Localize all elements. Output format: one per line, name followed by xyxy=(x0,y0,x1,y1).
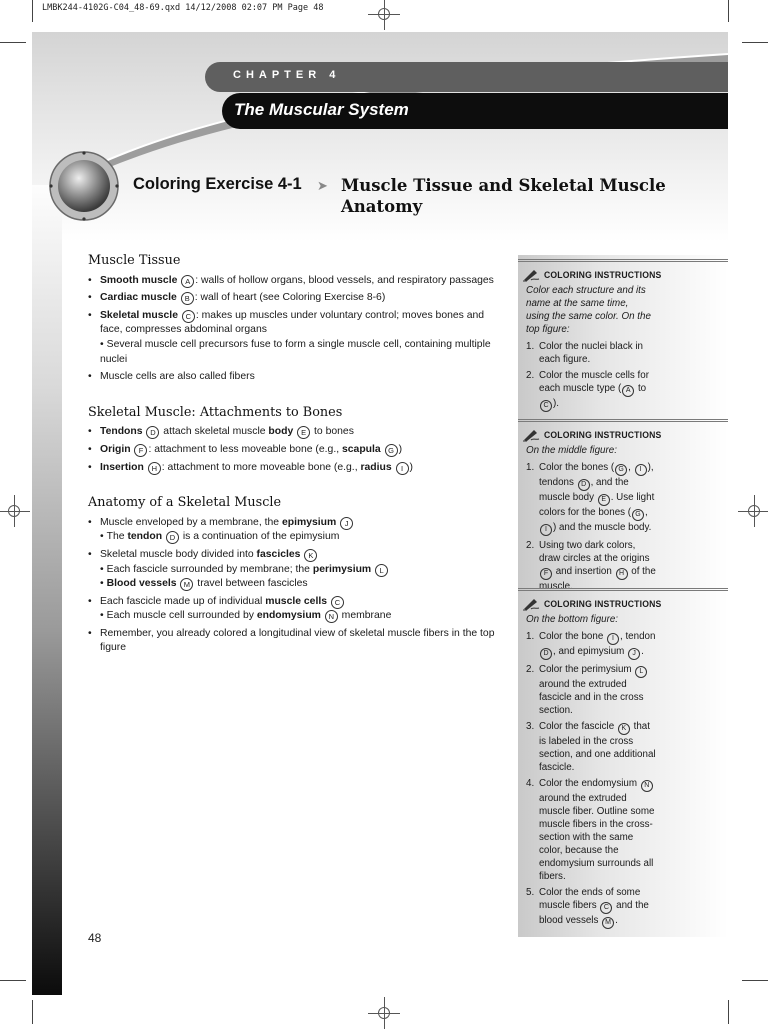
list-item: • Insertion H : attachment to more moveable bone (e.g., radius I ) xyxy=(88,461,503,476)
crop-mark xyxy=(32,1000,33,1024)
letter-badge: I xyxy=(607,633,619,645)
pencil-icon xyxy=(522,597,540,611)
registration-mark xyxy=(374,4,394,24)
registration-mark xyxy=(744,501,764,521)
letter-badge: A xyxy=(181,275,194,288)
box-title: COLORING INSTRUCTIONS xyxy=(544,269,662,281)
registration-mark xyxy=(374,1003,394,1023)
list-item: • Skeletal muscle body divided into fascicles K • Each fascicle surrounded by membrane; the perimysium L • Blood vessels M travel between fascicles xyxy=(88,548,503,592)
step-item: 2. Color the perimysium L around the extruded fascicle and in the cross section. xyxy=(518,663,658,717)
section-title-muscle-tissue: Muscle Tissue xyxy=(88,253,181,268)
letter-badge: D xyxy=(146,426,159,439)
crop-mark xyxy=(728,0,729,22)
letter-badge: F xyxy=(134,444,147,457)
step-item: 1. Color the bone I , tendon D , and epimysium J . xyxy=(518,630,658,660)
box-intro: On the middle figure: xyxy=(526,445,617,456)
exercise-title: Muscle Tissue and Skeletal Muscle Anatomy xyxy=(341,176,666,216)
list-item: • Muscle enveloped by a membrane, the epimysium J • The tendon D is a continuation of the epimysium xyxy=(88,516,503,545)
list-item: • Muscle cells are also called fibers xyxy=(88,370,503,385)
crop-mark xyxy=(728,1000,729,1024)
registration-mark xyxy=(4,501,24,521)
letter-badge: G xyxy=(615,464,627,476)
letter-badge: E xyxy=(297,426,310,439)
list-item: • Origin F : attachment to less moveable bone (e.g., scapula G ) xyxy=(88,443,503,458)
letter-badge: M xyxy=(602,917,614,929)
sub-list-item: • Several muscle cell precursors fuse to form a single muscle cell, containing multiple nuclei xyxy=(100,338,491,365)
step-item: 5. Color the ends of some muscle fibers C and the blood vessels M . xyxy=(518,886,658,929)
letter-badge: H xyxy=(148,462,161,475)
instructions-box-bottom xyxy=(518,588,728,932)
crop-mark xyxy=(742,980,768,981)
letter-badge: C xyxy=(182,310,195,323)
letter-badge: K xyxy=(618,723,630,735)
pencil-icon xyxy=(522,428,540,442)
list-item: • Remember, you already colored a longitudinal view of skeletal muscle fibers in the top figure xyxy=(88,627,503,656)
sub-list-item: • Each fascicle surrounded by membrane; the perimysium L xyxy=(100,563,503,578)
left-gradient-strip xyxy=(32,185,62,995)
chapter-label: CHAPTER 4 xyxy=(233,69,341,81)
chapter-title-bar xyxy=(222,93,728,129)
letter-badge: H xyxy=(616,568,628,580)
main-content xyxy=(88,254,503,659)
letter-badge: J xyxy=(340,517,353,530)
steps-list xyxy=(518,461,658,593)
instructions-sidebar xyxy=(518,255,728,937)
crop-mark xyxy=(0,42,26,43)
crop-mark xyxy=(742,42,768,43)
step-item: 2. Using two dark colors, draw circles at the origins F and insertion H of the muscle. xyxy=(526,540,656,592)
box-title: COLORING INSTRUCTIONS xyxy=(544,429,662,441)
letter-badge: E xyxy=(598,494,610,506)
list-item: • Skeletal muscle C : makes up muscles under voluntary control; moves bones and face, compresses abdominal organs • Several muscle cell precursors fuse to form a single muscle cell, containing multiple nuclei xyxy=(88,309,503,367)
steps-list xyxy=(518,630,658,929)
letter-badge: M xyxy=(180,578,193,591)
print-slug: LMBK244-4102G-C04_48-69.qxd 14/12/2008 02:07 PM Page 48 xyxy=(42,3,324,13)
sub-list-item: • The tendon D is a continuation of the epimysium xyxy=(100,531,340,543)
letter-badge: C xyxy=(540,400,552,412)
sub-list-item: • Blood vessels M travel between fascicles xyxy=(100,578,308,590)
step-item: 1. Color the nuclei black in each figure. xyxy=(526,341,644,365)
letter-badge: J xyxy=(628,648,640,660)
exercise-orb-icon xyxy=(48,150,120,222)
letter-badge: I xyxy=(540,524,552,536)
letter-badge: C xyxy=(600,902,612,914)
arrow-icon: ➤ xyxy=(317,178,328,193)
letter-badge: A xyxy=(622,385,634,397)
list-item: • Smooth muscle A : walls of hollow organs, blood vessels, and respiratory passages xyxy=(88,274,503,289)
muscle-tissue-list xyxy=(88,274,503,385)
list-item: • Each fascicle made up of individual muscle cells C • Each muscle cell surrounded by endomysium N membrane xyxy=(88,595,503,624)
letter-badge: N xyxy=(325,610,338,623)
letter-badge: G xyxy=(385,444,398,457)
letter-badge: D xyxy=(540,648,552,660)
step-item: 2. Color the muscle cells for each muscle type ( A to C ). xyxy=(518,369,658,412)
box-title: COLORING INSTRUCTIONS xyxy=(544,598,662,610)
step-item: 1. Color the bones ( G , I ), tendons D , and the muscle body E . Use light colors for the bones ( G , I ) and the muscle body. xyxy=(518,461,658,536)
chapter-title: The Muscular System xyxy=(234,100,409,119)
letter-badge: G xyxy=(632,509,644,521)
list-item: • Cardiac muscle B : wall of heart (see Coloring Exercise 8-6) xyxy=(88,291,503,306)
attachments-list xyxy=(88,425,503,475)
letter-badge: N xyxy=(641,780,653,792)
instructions-box-top xyxy=(518,259,728,415)
page-number: 48 xyxy=(88,931,102,945)
box-intro: On the bottom figure: xyxy=(526,614,619,625)
crop-mark xyxy=(32,0,33,22)
instructions-box-middle xyxy=(518,419,728,596)
letter-badge: L xyxy=(375,564,388,577)
sub-list-item: • Each muscle cell surrounded by endomysium N membrane xyxy=(100,610,392,622)
letter-badge: D xyxy=(578,479,590,491)
chapter-bar xyxy=(205,62,728,92)
letter-badge: D xyxy=(166,531,179,544)
pencil-icon xyxy=(522,268,540,282)
letter-badge: I xyxy=(396,462,409,475)
letter-badge: F xyxy=(540,568,552,580)
list-item: • Tendons D attach skeletal muscle body E to bones xyxy=(88,425,503,440)
crop-mark xyxy=(0,980,26,981)
anatomy-list xyxy=(88,516,503,656)
step-item: 3. Color the fascicle K that is labeled in the cross section, and one additional fascicle. xyxy=(526,721,656,773)
letter-badge: B xyxy=(181,292,194,305)
letter-badge: C xyxy=(331,596,344,609)
box-intro: Color each structure and its name at the same time, using the same color. On the top figure: xyxy=(526,285,651,335)
exercise-label: Coloring Exercise 4-1 xyxy=(133,175,302,193)
section-title-attachments: Skeletal Muscle: Attachments to Bones xyxy=(88,404,343,420)
letter-badge: I xyxy=(635,464,647,476)
steps-list xyxy=(518,340,658,412)
section-title-anatomy: Anatomy of a Skeletal Muscle xyxy=(88,495,282,511)
letter-badge: L xyxy=(635,666,647,678)
letter-badge: K xyxy=(304,549,317,562)
step-item: 4. Color the endomysium N around the extruded muscle fiber. Outline some muscle fibers in the cross-section with the same color, because the endomysium surrounds all fibers. xyxy=(526,778,655,882)
